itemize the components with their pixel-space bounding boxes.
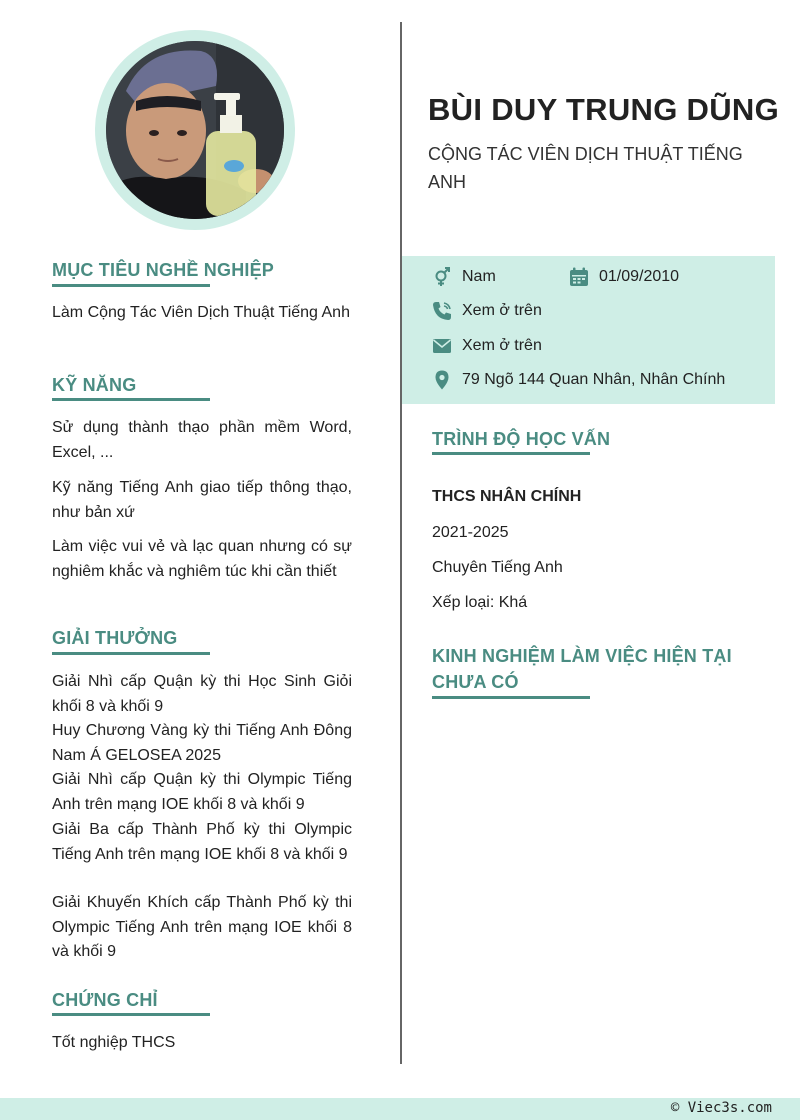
objective-underline	[52, 284, 210, 287]
gender-icon	[432, 267, 452, 287]
education-period: 2021-2025	[432, 524, 509, 541]
experience-status: CHƯA CÓ	[432, 672, 519, 692]
birthday-value: 01/09/2010	[599, 268, 680, 285]
objective-title: MỤC TIÊU NGHỀ NGHIỆP	[52, 260, 275, 280]
school-name: THCS NHÂN CHÍNH	[432, 488, 582, 505]
gender-value: Nam	[462, 268, 496, 285]
certificates-title: CHỨNG CHỈ	[52, 990, 158, 1010]
email-value: Xem ở trên	[462, 337, 542, 354]
footer-credit: © Viec3s.com	[670, 1100, 772, 1116]
certificate-item: Tốt nghiệp THCS	[52, 1034, 176, 1051]
skills-underline	[52, 398, 210, 401]
experience-underline	[432, 696, 590, 699]
map-pin-icon	[432, 370, 452, 390]
education-underline	[432, 452, 590, 455]
award-item: Giải Ba cấp Thành Phố kỳ thi Olympic Tiếng Anh trên mạng IOE khối 8 và khối 9	[52, 821, 352, 863]
job-title: CỘNG TÁC VIÊN DỊCH THUẬT TIẾNG ANH	[428, 144, 743, 192]
info-gender	[432, 267, 496, 287]
info-phone	[432, 301, 542, 321]
avatar-photo	[106, 41, 284, 219]
envelope-icon	[432, 336, 452, 356]
award-item: Giải Khuyến Khích cấp Thành Phố kỳ thi Olympic Tiếng Anh trên mạng IOE khối 8 và khối 9	[52, 894, 352, 960]
awards-underline	[52, 652, 210, 655]
footer-bar	[0, 1098, 800, 1120]
skills-title: KỸ NĂNG	[52, 375, 137, 395]
education-grade: Xếp loại: Khá	[432, 594, 528, 611]
certificates-underline	[52, 1013, 210, 1016]
full-name: BÙI DUY TRUNG DŨNG	[428, 92, 780, 127]
skill-item: Làm việc vui vẻ và lạc quan nhưng có sự nghiêm khắc và nghiêm túc khi cần thiết	[52, 538, 352, 580]
phone-icon	[432, 301, 452, 321]
awards-title: GIẢI THƯỞNG	[52, 628, 178, 648]
award-item: Huy Chương Vàng kỳ thi Tiếng Anh Đông Nam Á GELOSEA 2025	[52, 722, 352, 764]
info-address	[432, 370, 725, 390]
info-birthday	[569, 267, 679, 287]
avatar	[106, 41, 284, 219]
experience-title: KINH NGHIỆM LÀM VIỆC HIỆN TẠI	[432, 646, 732, 666]
education-major: Chuyên Tiếng Anh	[432, 559, 563, 576]
skill-item: Kỹ năng Tiếng Anh giao tiếp thông thạo, như bản xứ	[52, 479, 352, 521]
award-item: Giải Nhì cấp Quận kỳ thi Olympic Tiếng Anh trên mạng IOE khối 8 và khối 9	[52, 771, 352, 813]
skill-item: Sử dụng thành thạo phần mềm Word, Excel, ...	[52, 419, 352, 461]
award-item: Giải Nhì cấp Quận kỳ thi Học Sinh Giỏi khối 8 và khối 9	[52, 673, 352, 715]
info-email	[432, 336, 542, 356]
calendar-icon	[569, 267, 589, 287]
avatar-frame	[95, 30, 295, 230]
education-title: TRÌNH ĐỘ HỌC VẤN	[432, 429, 611, 449]
phone-value: Xem ở trên	[462, 302, 542, 319]
address-value: 79 Ngõ 144 Quan Nhân, Nhân Chính	[462, 371, 726, 388]
objective-text: Làm Cộng Tác Viên Dịch Thuật Tiếng Anh	[52, 304, 350, 321]
column-divider	[400, 22, 402, 1064]
